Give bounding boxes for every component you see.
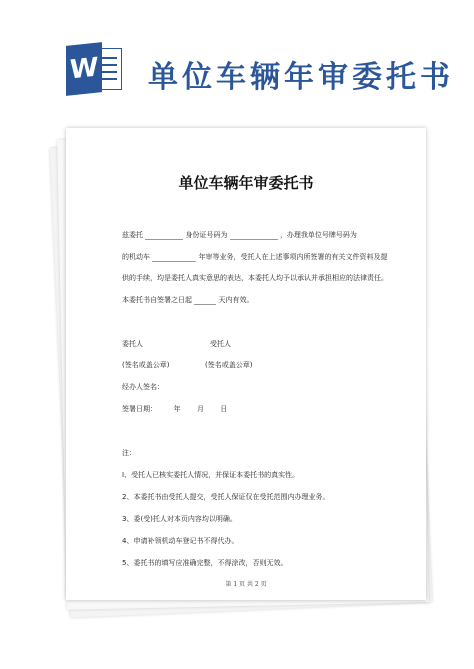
page-number: 第 1 页 共 2 页 [225, 581, 267, 588]
paragraph-line-4 [122, 295, 253, 305]
blank-field[interactable] [194, 297, 216, 305]
text: 的机动车 [122, 253, 150, 261]
document-title: 单位车辆年审委托书 [178, 174, 314, 192]
header [0, 0, 474, 118]
year-label: 年 [173, 405, 181, 413]
text: ，办理我单位号牌号码为 [279, 231, 357, 239]
principal-seal: (签名或盖公章) [122, 361, 170, 369]
blank-field[interactable] [152, 254, 196, 262]
paragraph-line-1 [122, 230, 357, 240]
note-item-4: 4、申请补领机动车登记书不得代办。 [122, 537, 239, 545]
agent-label: 受托人 [210, 340, 231, 348]
sign-date [122, 404, 227, 414]
text: 身份证号码为 [185, 231, 228, 239]
logo-letter: W [66, 42, 102, 96]
text: 供的手续，均是委托人真实意思的表达，本委托人均予以承认并承担相应的法律责任。 [122, 274, 388, 282]
paragraph-line-3 [122, 273, 388, 283]
notes-title: 注： [122, 449, 136, 457]
app-title: 单位车辆年审委托书 [148, 60, 454, 95]
month-label: 月 [196, 405, 204, 413]
handler-label: 经办人签名： [122, 383, 164, 391]
agent-seal: (签名或盖公章) [205, 361, 253, 369]
text: 兹委托 [122, 231, 143, 239]
text: 天内有效。 [218, 296, 254, 304]
note-item-1: I、受托人已核实委托人情况，并保证本委托书的真实性。 [122, 471, 300, 479]
day-label: 日 [220, 405, 228, 413]
paragraph-line-2 [122, 252, 387, 262]
text: 年审等业务，受托人在上述事项内所签署的有关文件资料及提 [198, 253, 388, 261]
principal-label: 委托人 [122, 340, 143, 348]
note-item-5: 5、委托书的填写应准确完整，不得涂改，否则无效。 [122, 559, 288, 567]
word-logo-icon [66, 44, 124, 94]
note-item-3: 3、委(受)托人对本页内容均以明确。 [122, 515, 237, 523]
document-page [66, 128, 426, 600]
note-item-2: 2、本委托书由受托人提交，受托人保证仅在受托范围内办理业务。 [122, 493, 330, 501]
blank-field[interactable] [230, 232, 278, 240]
blank-field[interactable] [145, 232, 183, 240]
text: 本委托书自签署之日起 [122, 296, 192, 304]
date-label: 签署日期： [122, 405, 157, 413]
